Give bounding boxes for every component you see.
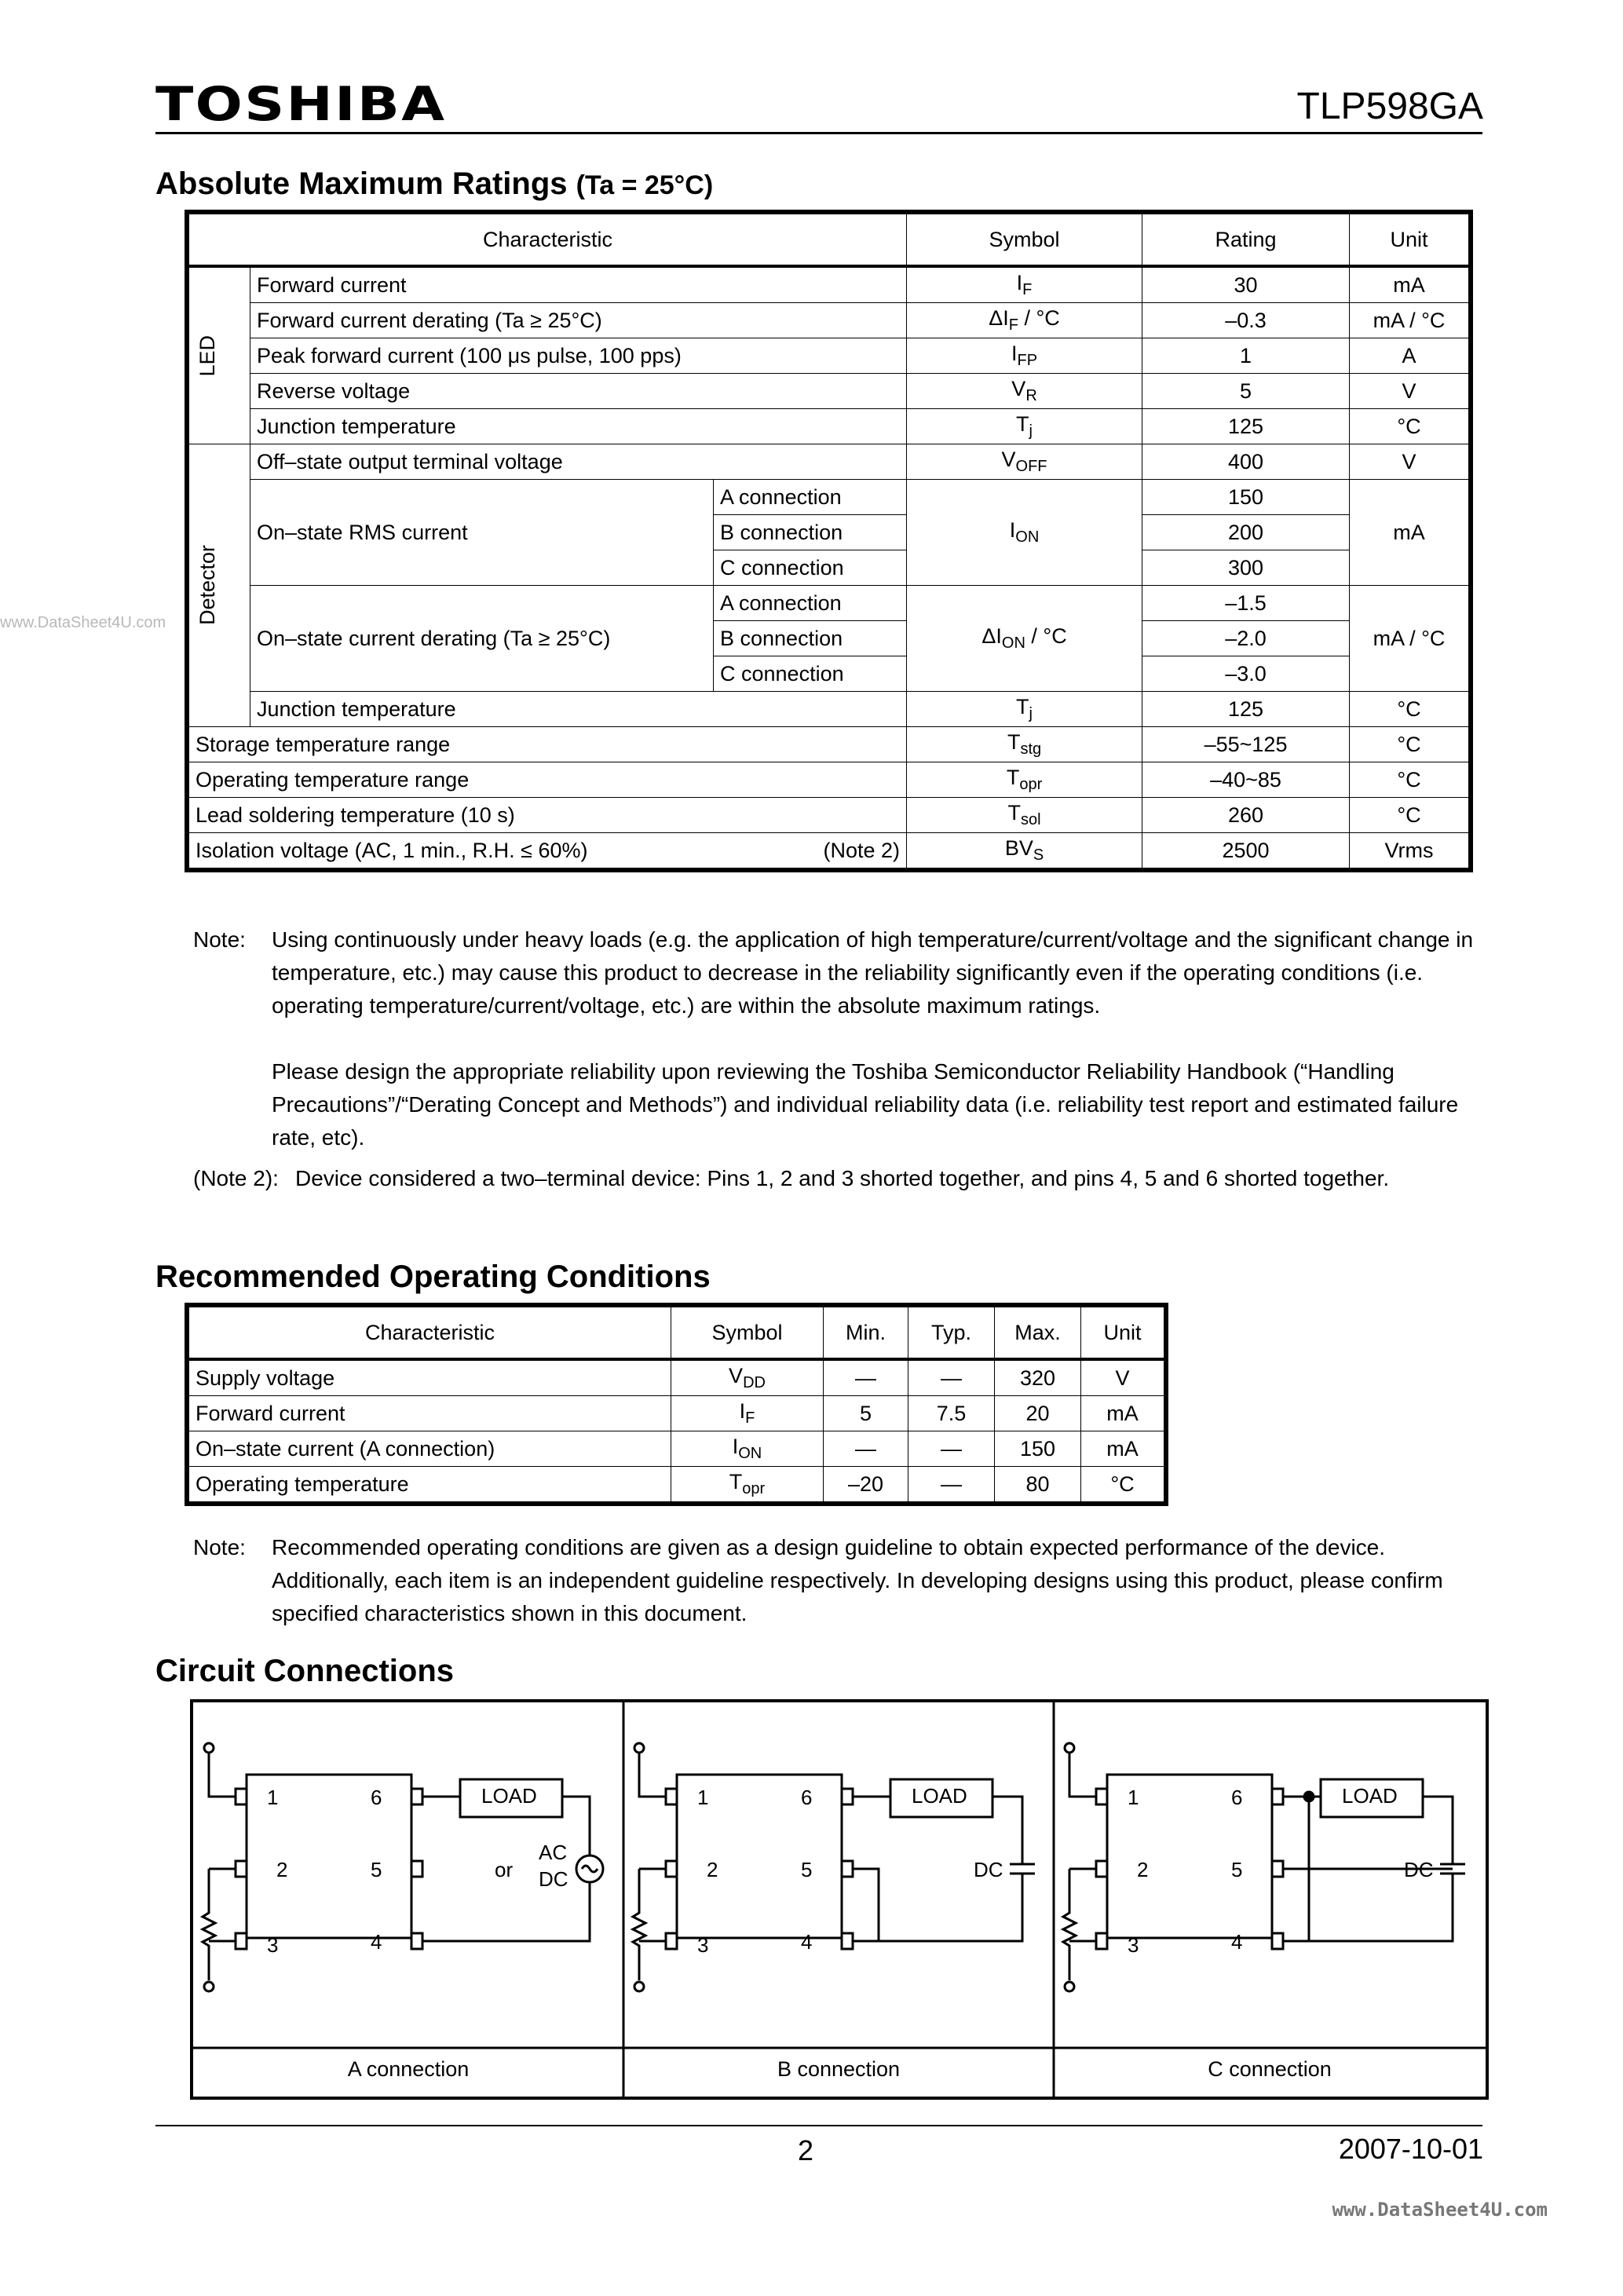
table-row (189, 762, 1469, 798)
terminal (204, 1982, 214, 1991)
amr-note2 (193, 1162, 1481, 1233)
amr-title-text: Absolute Maximum Ratings (155, 166, 568, 201)
min-cell: –20 (824, 1467, 908, 1502)
pin-label: 4 (1231, 1930, 1243, 1954)
symbol-cell: $V_{DD}$ (671, 1359, 824, 1396)
char-cell: On–state current derating (Ta ≥ 25°C) (250, 586, 714, 692)
symbol-cell: $V_R$ (907, 374, 1142, 409)
table-row (189, 833, 1469, 868)
roc-head-min: Min. (824, 1307, 908, 1360)
pin-label: 3 (697, 1933, 709, 1957)
table-row (189, 409, 1469, 444)
table-row (189, 1396, 1164, 1431)
symbol-cell: $I_F$ (907, 266, 1142, 303)
footer-date: 2007-10-01 (1338, 2133, 1483, 2165)
roc-note-label: Note: (193, 1535, 246, 1559)
rating-cell: –0.3 (1142, 303, 1350, 338)
unit-cell: mA / °C (1350, 303, 1469, 338)
note-label: Note: (193, 927, 246, 952)
table-row (189, 1431, 1164, 1467)
watermark-bottom: www.DataSheet4U.com (1332, 2199, 1548, 2221)
symbol-cell: $I_{FP}$ (907, 338, 1142, 374)
unit-cell: mA / °C (1350, 586, 1469, 692)
rating-cell: 125 (1142, 409, 1350, 444)
roc-head-characteristic: Characteristic (189, 1307, 671, 1360)
pin-label: 5 (1231, 1858, 1243, 1881)
char-cell: Forward current derating (Ta ≥ 25°C) (250, 303, 907, 338)
circuit-svg (193, 1702, 1486, 2097)
typ-cell: 7.5 (908, 1396, 995, 1431)
unit-cell: °C (1350, 727, 1469, 762)
roc-title: Recommended Operating Conditions (155, 1260, 711, 1294)
unit-cell: °C (1350, 762, 1469, 798)
circuit-title: Circuit Connections (155, 1654, 455, 1688)
symbol-cell: $I_{ON}$ (907, 480, 1142, 586)
pin-label: 2 (1137, 1858, 1149, 1881)
unit-cell: A (1350, 338, 1469, 374)
symbol-cell: $T_{stg}$ (907, 727, 1142, 762)
min-cell: 5 (824, 1396, 908, 1431)
pin-label: 4 (801, 1930, 813, 1954)
roc-note (193, 1531, 1481, 1633)
note-text-1: Using continuously under heavy loads (e.g. the application of high temperature/current/voltage and the significant change in temperature, etc.) may cause this product to decrease in the reliability significantly even if the operating conditions (i.e. operating temperature/current/voltage, etc.) are within the absolute maximum ratings. (272, 927, 1474, 1018)
unit-cell: V (1081, 1359, 1164, 1396)
char-cell: Junction temperature (250, 409, 907, 444)
roc-head-symbol: Symbol (671, 1307, 824, 1360)
typ-cell: — (908, 1467, 995, 1502)
unit-cell: mA (1081, 1396, 1164, 1431)
load-label: LOAD (912, 1784, 967, 1808)
roc-head-max: Max. (995, 1307, 1081, 1360)
char-cell: Operating temperature (189, 1467, 671, 1502)
pin-label: 1 (267, 1786, 279, 1809)
pin-label: 5 (371, 1858, 382, 1881)
table-row (189, 444, 1469, 480)
terminal (204, 1743, 214, 1753)
pin-label: 2 (707, 1858, 718, 1881)
led-group-label: LED (196, 335, 219, 377)
rating-cell: –55~125 (1142, 727, 1350, 762)
detector-group-label: Detector (196, 545, 219, 626)
max-cell: 150 (995, 1431, 1081, 1467)
rating-cell: 2500 (1142, 833, 1350, 868)
watermark-left: www.DataSheet4U.com (0, 614, 166, 631)
caption-a: A connection (347, 2057, 470, 2081)
max-cell: 320 (995, 1359, 1081, 1396)
pin-label: 5 (801, 1858, 813, 1881)
dc-label: DC (539, 1867, 568, 1891)
symbol-cell: $\Delta I_{ON} / ^\circ C$ (907, 586, 1142, 692)
char-cell: Off–state output terminal voltage (250, 444, 907, 480)
char-cell: Forward current (189, 1396, 671, 1431)
pin-label: 1 (1128, 1786, 1139, 1809)
max-cell: 20 (995, 1396, 1081, 1431)
unit-cell: mA (1081, 1431, 1164, 1467)
pin-label: 3 (267, 1933, 279, 1957)
unit-cell: V (1350, 444, 1469, 480)
char-cell: Isolation voltage (AC, 1 min., R.H. ≤ 60%) (Note 2) (189, 833, 907, 868)
char-cell: On–state current (A connection) (189, 1431, 671, 1467)
or-label: or (495, 1858, 514, 1881)
roc-head-typ: Typ. (908, 1307, 995, 1360)
symbol-cell: $T_{opr}$ (671, 1467, 824, 1502)
unit-cell: °C (1081, 1467, 1164, 1502)
typ-cell: — (908, 1431, 995, 1467)
unit-cell: mA (1350, 266, 1469, 303)
amr-table (188, 214, 1469, 868)
symbol-cell: $BV_S$ (907, 833, 1142, 868)
symbol-cell: $T_{sol}$ (907, 798, 1142, 833)
rating-cell: 300 (1142, 550, 1350, 586)
pin-label: 6 (1231, 1786, 1243, 1809)
rating-cell: –2.0 (1142, 621, 1350, 656)
load-label: LOAD (481, 1784, 537, 1808)
page-number: 2 (798, 2134, 814, 2166)
roc-head-unit: Unit (1081, 1307, 1164, 1360)
amr-head-symbol: Symbol (907, 214, 1142, 267)
rating-cell: 200 (1142, 515, 1350, 550)
pin-label: 1 (697, 1786, 709, 1809)
rating-cell: 400 (1142, 444, 1350, 480)
connection-cell: B connection (714, 515, 907, 550)
part-number: TLP598GA (1296, 86, 1483, 127)
toshiba-logo: TOSHIBA (155, 77, 447, 132)
symbol-cell: $\Delta I_F / ^\circ C$ (907, 303, 1142, 338)
connection-cell: A connection (714, 480, 907, 515)
max-cell: 80 (995, 1467, 1081, 1502)
table-row (189, 586, 1469, 621)
amr-header-row (189, 214, 1469, 267)
min-cell: — (824, 1359, 908, 1396)
table-row (189, 1467, 1164, 1502)
char-cell: Lead soldering temperature (10 s) (189, 798, 907, 833)
ac-label: AC (539, 1841, 568, 1864)
table-row (189, 727, 1469, 762)
table-row (189, 266, 1469, 303)
symbol-cell: $I_{ON}$ (671, 1431, 824, 1467)
symbol-cell: $T_j$ (907, 409, 1142, 444)
note-text-2: Please design the appropriate reliability upon reviewing the Toshiba Semiconductor Reliability Handbook (“Handling Precautions”/“Derating Concept and Methods”) and individual reliability data (i.e. reliability test report and estimated failure rate, etc). (272, 1059, 1459, 1150)
amr-title (155, 166, 713, 202)
amr-head-characteristic: Characteristic (189, 214, 907, 267)
unit-cell: °C (1350, 409, 1469, 444)
amr-head-unit: Unit (1350, 214, 1469, 267)
resistor (203, 1869, 215, 1980)
unit-cell: °C (1350, 798, 1469, 833)
roc-header-row (189, 1307, 1164, 1360)
pin-label: 3 (1128, 1933, 1139, 1957)
char-cell: On–state RMS current (250, 480, 714, 586)
symbol-cell: $T_{opr}$ (907, 762, 1142, 798)
note-ref: (Note 2) (823, 838, 901, 862)
table-row (189, 303, 1469, 338)
char-cell: Reverse voltage (250, 374, 907, 409)
caption-b: B connection (777, 2057, 901, 2081)
table-row (189, 692, 1469, 727)
dc-label: DC (1404, 1858, 1434, 1881)
table-row (189, 798, 1469, 833)
pin-label: 6 (801, 1786, 813, 1809)
amr-head-rating: Rating (1142, 214, 1350, 267)
footer-rule (155, 2125, 1482, 2126)
table-row (189, 1359, 1164, 1396)
char-cell: Supply voltage (189, 1359, 671, 1396)
rating-cell: 30 (1142, 266, 1350, 303)
circuit-diagram (190, 1699, 1489, 2100)
connection-cell: B connection (714, 621, 907, 656)
pin-label: 4 (371, 1930, 382, 1954)
symbol-cell: $T_j$ (907, 692, 1142, 727)
roc-note-text: Recommended operating conditions are given as a design guideline to obtain expected performance of the device. Additionally, each item is an independent guideline respectively. In developing designs using this product, please confirm specified characteristics shown in this document. (272, 1535, 1443, 1625)
led-group-cell (189, 266, 250, 444)
char-cell: Storage temperature range (189, 727, 907, 762)
symbol-cell: $V_{OFF}$ (907, 444, 1142, 480)
rating-cell: 125 (1142, 692, 1350, 727)
rating-cell: 260 (1142, 798, 1350, 833)
rating-cell: 5 (1142, 374, 1350, 409)
pin-label: 6 (371, 1786, 382, 1809)
caption-c: C connection (1208, 2057, 1332, 2081)
table-row (189, 374, 1469, 409)
note2-label: (Note 2): (193, 1166, 279, 1190)
unit-cell: Vrms (1350, 833, 1469, 868)
unit-cell: V (1350, 374, 1469, 409)
symbol-cell: $I_F$ (671, 1396, 824, 1431)
pin-label: 2 (276, 1858, 288, 1881)
rating-cell: –3.0 (1142, 656, 1350, 692)
header-rule (155, 132, 1482, 134)
roc-table (188, 1307, 1164, 1502)
load-label: LOAD (1342, 1784, 1398, 1808)
unit-cell: °C (1350, 692, 1469, 727)
dc-label: DC (974, 1858, 1003, 1881)
rating-cell: 150 (1142, 480, 1350, 515)
connection-cell: C connection (714, 550, 907, 586)
note2-text: Device considered a two–terminal device: Pins 1, 2 and 3 shorted together, and pins 4, 5 and 6 shorted together. (295, 1166, 1390, 1190)
connection-cell: C connection (714, 656, 907, 692)
rating-cell: 1 (1142, 338, 1350, 374)
unit-cell: mA (1350, 480, 1469, 586)
char-cell: Junction temperature (250, 692, 907, 727)
detector-group-cell (189, 444, 250, 727)
char-cell: Operating temperature range (189, 762, 907, 798)
table-row (189, 338, 1469, 374)
char-cell: Forward current (250, 266, 907, 303)
min-cell: — (824, 1431, 908, 1467)
amr-note (193, 923, 1481, 1159)
amr-title-cond: (Ta = 25°C) (576, 170, 714, 200)
char-cell: Peak forward current (100 μs pulse, 100 pps) (250, 338, 907, 374)
typ-cell: — (908, 1359, 995, 1396)
rating-cell: –1.5 (1142, 586, 1350, 621)
table-row (189, 480, 1469, 515)
rating-cell: –40~85 (1142, 762, 1350, 798)
connection-cell: A connection (714, 586, 907, 621)
